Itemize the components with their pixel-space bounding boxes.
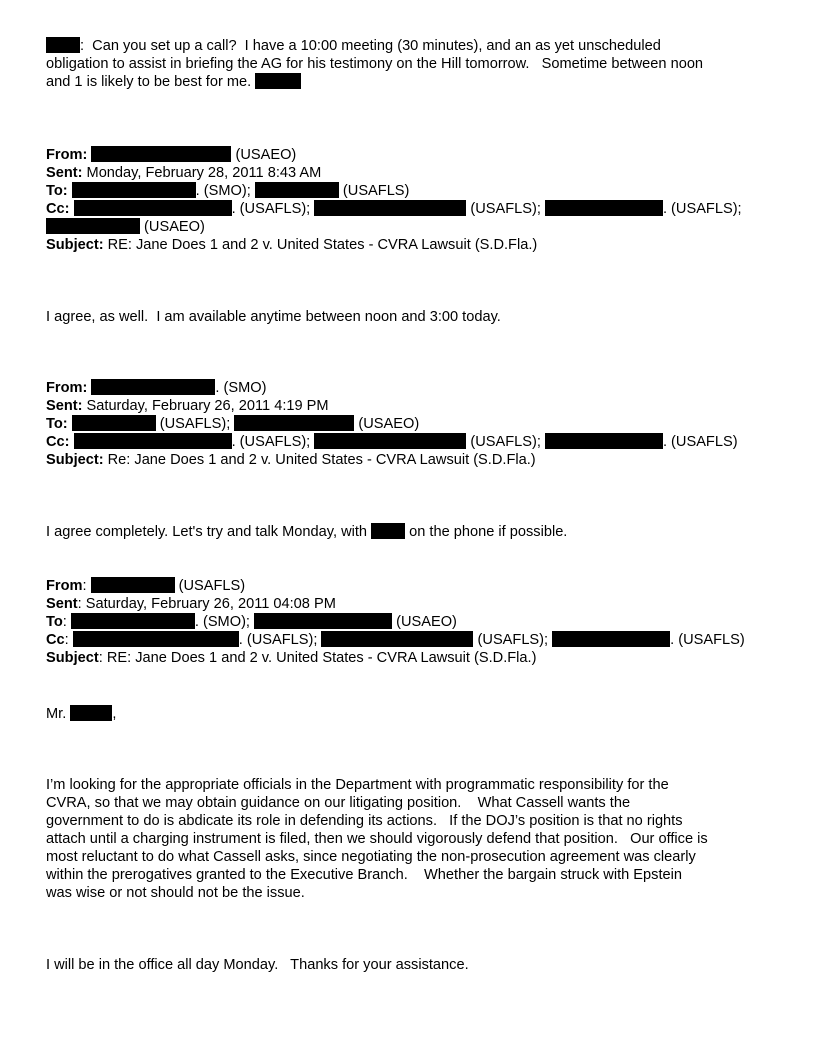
from-value: (USAFLS) xyxy=(174,578,246,594)
redaction xyxy=(91,577,175,593)
to-value: (USAFLS) xyxy=(338,183,410,199)
subject-value: Re: Jane Does 1 and 2 v. United States - CVRA Lawsuit (S.D.Fla.) xyxy=(103,452,536,468)
email1-from xyxy=(46,146,296,164)
email2-sent xyxy=(46,397,329,415)
subject-label: Subject: xyxy=(46,452,104,468)
redaction xyxy=(72,415,156,431)
redaction xyxy=(70,705,112,721)
redaction xyxy=(545,433,663,449)
body-text: on the phone if possible. xyxy=(405,524,568,540)
intro-line-2: obligation to assist in briefing the AG for his testimony on the Hill tomorrow. Sometime between noon xyxy=(46,56,704,72)
cc-label: Cc: xyxy=(46,201,70,217)
cc-value: . (USAFLS); xyxy=(231,201,315,217)
email1-cc xyxy=(46,200,742,218)
email3-para1-line: government to do is abdicate its role in defending its actions. If the DOJ’s position is that no rights xyxy=(46,813,683,829)
cc-colon: : xyxy=(64,632,73,648)
email2-subject xyxy=(46,451,536,469)
redaction xyxy=(73,631,239,647)
intro-line-3 xyxy=(46,73,301,91)
cc-value: . (USAFLS); xyxy=(662,201,742,217)
cc-value: (USAFLS); xyxy=(466,434,545,450)
email3-para1-line: I’m looking for the appropriate officials in the Department with programmatic responsibility for the xyxy=(46,777,669,793)
to-value: (USAFLS); xyxy=(155,416,235,432)
email3-para1-line: was wise or not should not be the issue. xyxy=(46,885,305,901)
email1-body: I agree, as well. I am available anytime between noon and 3:00 today. xyxy=(46,309,501,325)
redaction xyxy=(234,415,354,431)
redaction xyxy=(314,433,466,449)
redaction xyxy=(46,218,140,234)
cc-value: . (USAFLS) xyxy=(670,632,745,648)
redaction xyxy=(371,523,405,539)
to-value: . (SMO); xyxy=(195,183,255,199)
to-value: (USAEO) xyxy=(354,416,420,432)
email3-para1-line: most reluctant to do what Cassell asks, since negotiating the non-prosecution agreement was clearly xyxy=(46,849,696,865)
email1-sent xyxy=(46,164,321,182)
redaction xyxy=(552,631,670,647)
salutation-text: , xyxy=(112,706,117,722)
from-value: (USAEO) xyxy=(231,147,297,163)
email2-cc xyxy=(46,433,738,451)
intro-line-1 xyxy=(46,37,661,55)
redaction xyxy=(255,73,301,89)
redaction xyxy=(91,379,215,395)
sent-value: Saturday, February 26, 2011 4:19 PM xyxy=(82,398,329,414)
email1-to xyxy=(46,182,409,200)
to-value: (USAEO) xyxy=(392,614,457,630)
redaction xyxy=(72,182,196,198)
redaction xyxy=(74,433,232,449)
redaction xyxy=(46,37,80,53)
subject-label: Subject xyxy=(46,650,99,666)
email3-subject xyxy=(46,649,536,667)
email2-body xyxy=(46,523,567,541)
email3-para1-line: attach until a charging instrument is filed, then we should vigorously defend that position. Our office is xyxy=(46,831,708,847)
cc-value: (USAEO) xyxy=(140,219,205,235)
email2-to xyxy=(46,415,419,433)
email3-para1-line: within the prerogatives granted to the Executive Branch. Whether the bargain struck with Epstein xyxy=(46,867,682,883)
redaction xyxy=(74,200,232,216)
from-label: From: xyxy=(46,380,88,396)
redaction xyxy=(71,613,195,629)
to-colon: : xyxy=(62,614,71,630)
to-label: To xyxy=(46,614,63,630)
email3-sent xyxy=(46,595,336,613)
email3-cc xyxy=(46,631,745,649)
email3-para2: I will be in the office all day Monday. Thanks for your assistance. xyxy=(46,957,469,973)
cc-value: . (USAFLS); xyxy=(231,434,315,450)
to-label: To: xyxy=(46,183,68,199)
redaction xyxy=(314,200,466,216)
redaction xyxy=(254,613,392,629)
subject-value: RE: Jane Does 1 and 2 v. United States - CVRA Lawsuit (S.D.Fla.) xyxy=(103,237,538,253)
cc-value: (USAFLS); xyxy=(473,632,553,648)
salutation-text: Mr. xyxy=(46,706,71,722)
cc-value: . (USAFLS); xyxy=(238,632,322,648)
redaction xyxy=(545,200,663,216)
from-value: . (SMO) xyxy=(215,380,267,396)
email1-cc-cont xyxy=(46,218,205,236)
sent-label: Sent: xyxy=(46,398,83,414)
sent-label: Sent xyxy=(46,596,78,612)
email3-para1-line: CVRA, so that we may obtain guidance on our litigating position. What Cassell wants the xyxy=(46,795,631,811)
cc-value: (USAFLS); xyxy=(466,201,545,217)
cc-label: Cc xyxy=(46,632,65,648)
intro-text-3: and 1 is likely to be best for me. xyxy=(46,74,256,90)
from-label: From xyxy=(46,578,83,594)
cc-value: . (USAFLS) xyxy=(662,434,738,450)
from-colon: : xyxy=(82,578,91,594)
redaction xyxy=(91,146,231,162)
sent-value: : Saturday, February 26, 2011 04:08 PM xyxy=(77,596,336,612)
to-label: To: xyxy=(46,416,68,432)
cc-label: Cc: xyxy=(46,434,70,450)
email1-subject xyxy=(46,236,537,254)
email3-from xyxy=(46,577,245,595)
from-label: From: xyxy=(46,147,88,163)
redaction xyxy=(321,631,473,647)
sent-label: Sent: xyxy=(46,165,83,181)
to-value: . (SMO); xyxy=(194,614,255,630)
redaction xyxy=(255,182,339,198)
email3-salutation xyxy=(46,705,116,723)
subject-label: Subject: xyxy=(46,237,104,253)
body-text: I agree completely. Let's try and talk Monday, with xyxy=(46,524,372,540)
email2-from xyxy=(46,379,267,397)
subject-value: : RE: Jane Does 1 and 2 v. United States - CVRA Lawsuit (S.D.Fla.) xyxy=(98,650,537,666)
sent-value: Monday, February 28, 2011 8:43 AM xyxy=(82,165,322,181)
email3-to xyxy=(46,613,457,631)
intro-text-1: : Can you set up a call? I have a 10:00 meeting (30 minutes), and an as yet unscheduled xyxy=(80,38,661,54)
